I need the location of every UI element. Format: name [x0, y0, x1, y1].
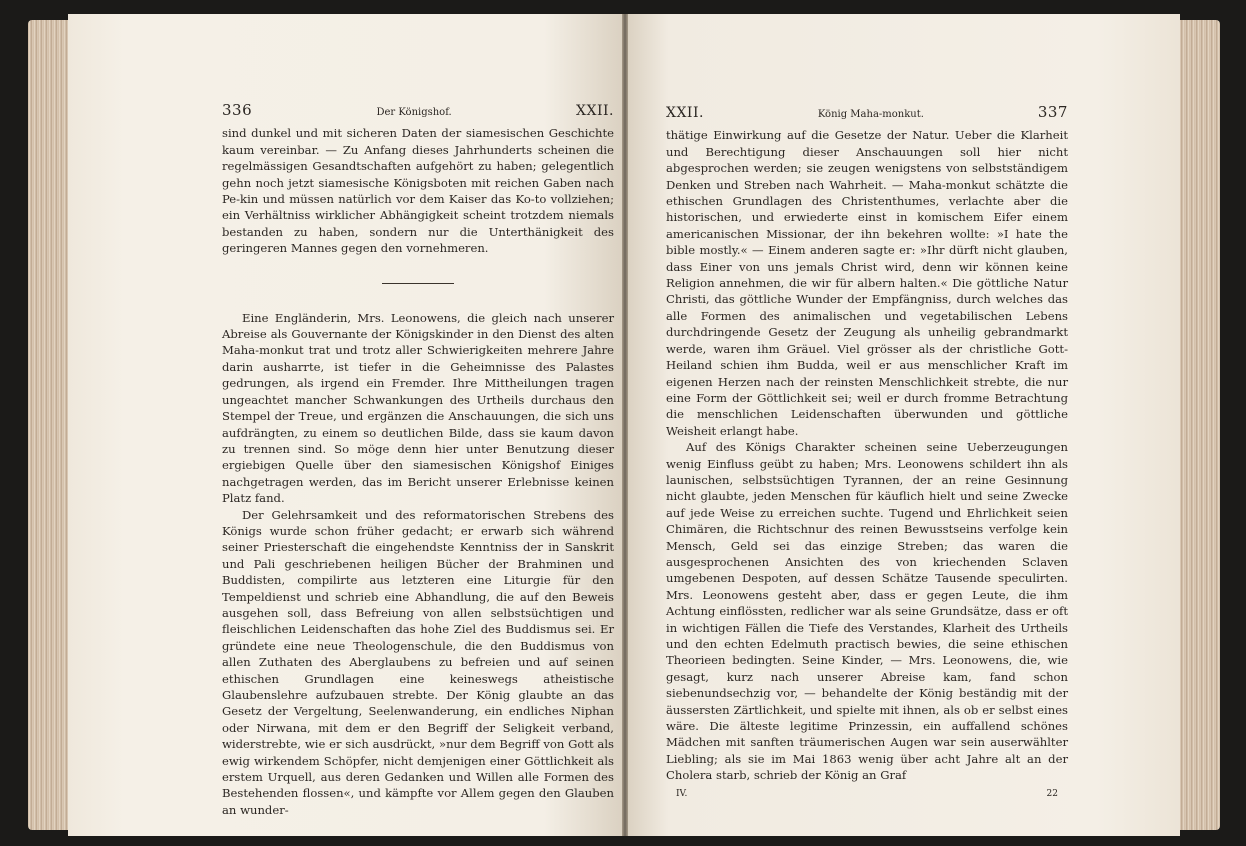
left-running-title: Der Königshof.	[376, 107, 452, 118]
right-page	[624, 14, 1180, 836]
left-paragraph-1: sind dunkel und mit sicheren Daten der siamesischen Geschichte kaum vereinbar. — Zu Anfang dieses Jahrhunderts scheinen die regelmässigen Gesandtschaften aufgehört zu haben; gelegentlich gehn noch jetzt siamesische Königsboten mit reichen Gaben nach Pe-kin und müssen natürlich vor dem Kaiser das Ko-to vollziehen; ein Verhältniss wirklicher Abhängigkeit scheint trotzdem niemals bestanden zu haben, sondern nur die Unterthänigkeit des geringeren Mannes gegen den vornehmeren.	[222, 126, 614, 256]
right-paragraph-2: Auf des Königs Charakter scheinen seine Ueberzeugungen wenig Einfluss geübt zu haben; Mrs. Leonowens schildert ihn als launischen, selbstsüchtigen Tyrannen, der an reine Gesinnung nicht glaubte, jeden Menschen für käuflich hielt und seine Zwecke auf jede Weise zu erreichen suchte. Tugend und Ehrlichkeit seien Chimären, die Richtschnur des reinen Bewusstseins verfolge kein Mensch, Geld sei das einzige Streben; das waren die ausgesprochenen Ansichten des von kriechenden Sclaven umgebenen Despoten, auf dessen Schätze Tausende speculirten. Mrs. Leonowens gesteht aber, dass er gegen Leute, die ihm Achtung einflössten, redlicher war als seine Grundsätze, dass er oft in wichtigen Fällen die Tiefe des Verstandes, Klarheit des Urtheils und den echten Edelmuth practisch bewies, die seine ethischen Theorieen bedingten. Seine Kinder, — Mrs. Leonowens, die, wie gesagt, kurz nach unserer Abreise kam, fand schon siebenundsechzig vor, — behandelte der König beständig mit der äussersten Zärtlichkeit, und spielte mit ihnen, als ob er selbst eines wäre. Die älteste legitime Prinzessin, ein auffallend schönes Mädchen mit sanften träumerischen Augen war sein auserwählter Liebling; als sie im Mai 1863 wenig über acht Jahre alt an der Cholera starb, schrieb der König an Graf	[666, 440, 1068, 783]
left-page	[68, 14, 628, 836]
left-chapter-number: XXII.	[576, 103, 614, 119]
signature-number: 22	[1046, 788, 1058, 799]
signature-mark: IV.	[676, 788, 688, 799]
section-divider	[382, 283, 454, 284]
book-gutter	[622, 14, 628, 836]
right-page-number: 337	[1037, 103, 1068, 121]
left-page-number: 336	[222, 101, 253, 119]
left-page-content	[222, 102, 614, 818]
left-paragraph-3: Der Gelehrsamkeit und des reformatorischen Strebens des Königs wurde schon früher gedacht; er erwarb sich während seiner Priesterschaft die eingehendste Kenntniss der in Sanskrit und Pali geschriebenen heiligen Bücher der Brahminen und Buddisten, compilirte aus letzteren eine Liturgie für den Tempeldienst und schrieb eine Abhandlung, die auf den Beweis ausgehen soll, dass Befreiung von allen selbstsüchtigen und fleischlichen Leidenschaften das hohe Ziel des Buddismus sei. Er gründete eine neue Theologenschule, die den Buddismus von allen Zuthaten des Aberglaubens zu befreien und auf seinen ethischen Grundlagen eine keineswegs atheistische Glaubenslehre aufzubauen strebte. Der König glaubte an das Gesetz der Vergeltung, Seelenwanderung, ein endliches Niphan oder Nirwana, mit dem er den Begriff der Seligkeit verband, widerstrebte, wie er sich ausdrückt, »nur dem Begriff von Gott als ewig wirkendem Schöpfer, nicht demjenigen einer Göttlichkeit als erstem Urquell, aus deren Gedanken und Willen alle Formen des Bestehenden flossen«, und kämpfte vor Allem gegen den Glauben an wunder-	[222, 507, 614, 817]
right-paragraph-1: thätige Einwirkung auf die Gesetze der Natur. Ueber die Klarheit und Berechtigung dieser Anschauungen soll hier nicht abgesprochen werden; sie zeugen wenigstens von selbstständigem Denken und Streben nach Wahrheit. — Maha-monkut schätzte die ethischen Grundlagen des Christenthumes, verlachte aber die historischen, und erwiederte einst in komischem Eifer einem americanischen Missionar, der ihn bekehren wollte: »I hate the bible mostly.« — Einem anderen sagte er: »Ihr dürft nicht glauben, dass Einer von uns jemals Christ wird, denn wir können keine Religion annehmen, die wir für albern halten.« Die göttliche Natur Christi, das göttliche Wunder der Empfängniss, durch welches das alle Formen des animalischen und vegetabilischen Lebens durchdringende Gesetz der Zeugung als unheilig gebrandmarkt werde, waren ihm Gräuel. Viel grösser als der christliche Gott-Heiland schien ihm Budda, weil er aus menschlicher Kraft im eigenen Herzen nach der reinsten Menschlichkeit strebte, die nur eine Form der Göttlichkeit sei; weil er durch fromme Betrachtung die menschlichen Leidenschaften überwunden und göttliche Weisheit erlangt habe.	[666, 128, 1068, 438]
left-paragraph-2: Eine Engländerin, Mrs. Leonowens, die gleich nach unserer Abreise als Gouvernante der Königskinder in den Dienst des alten Maha-monkut trat und trotz aller Schwierigkeiten mehrere Jahre darin ausharrte, ist tiefer in die Geheimnisse des Palastes gedrungen, als irgend ein Fremder. Ihre Mittheilungen tragen ungeachtet mancher Schwankungen des Urtheils durchaus den Stempel der Treue, und ergänzen die Anschauungen, die sich uns aufdrängten, zu einem so deutlichen Bilde, dass sie kaum davon zu trennen sind. So möge denn hier unter Benutzung dieser ergiebigen Quelle über den siamesischen Königshof Einiges nachgetragen werden, das im Bericht unserer Erlebnisse keinen Platz fand.	[222, 310, 614, 506]
right-page-content	[666, 104, 1068, 802]
right-chapter-number: XXII.	[666, 105, 704, 121]
open-book	[28, 14, 1220, 836]
right-page-footer	[666, 786, 1068, 802]
left-page-header	[222, 102, 614, 121]
right-running-title: König Maha-monkut.	[817, 109, 924, 120]
right-page-header	[666, 104, 1068, 123]
